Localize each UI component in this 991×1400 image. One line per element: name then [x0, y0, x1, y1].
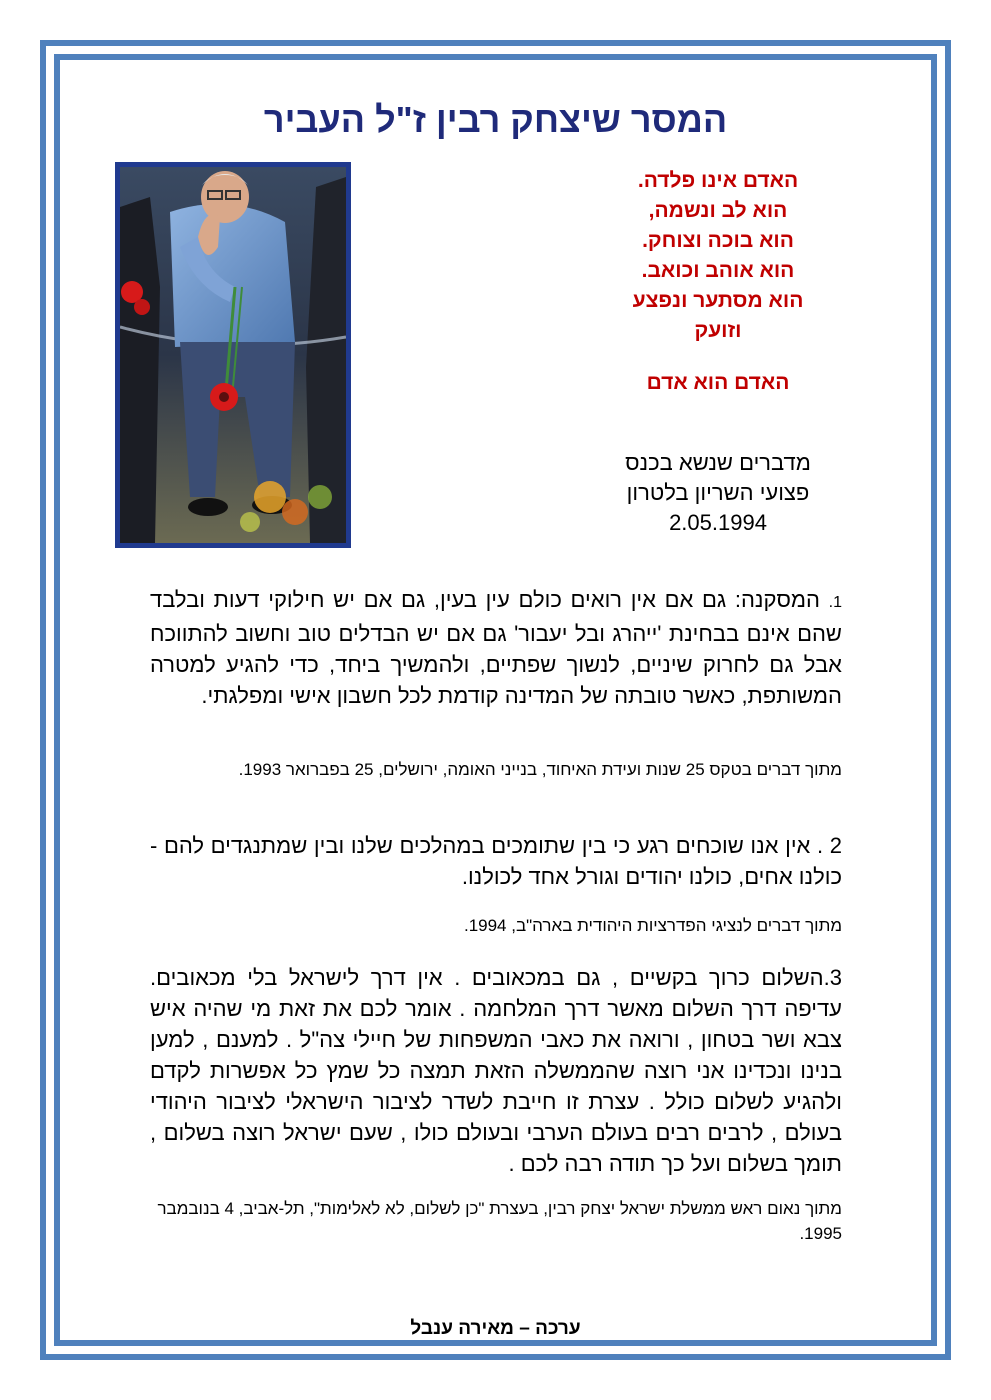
- poem-line: הוא בוכה וצוחק.: [642, 229, 794, 252]
- poem-line: הוא לב ונשמה,: [648, 199, 788, 222]
- poem-line: הוא אוהב וכואב.: [641, 259, 795, 282]
- quote-number: 2 .: [817, 833, 842, 858]
- poem-line: הוא מסתער ונפצע: [632, 289, 804, 312]
- footer-credit: ערכה – מאירה ענבל: [410, 1318, 581, 1339]
- photo-illustration: [120, 167, 346, 543]
- poem: [538, 166, 898, 398]
- quote-2: [150, 830, 842, 892]
- source-line-2: פצועי השריון בלטרון: [626, 480, 810, 505]
- poem-line: וזועק: [694, 319, 742, 342]
- source-line-1: מדברים שנשא בכנס: [625, 450, 811, 475]
- page-title: המסר שיצחק רבין ז"ל העביר: [263, 99, 728, 140]
- source-date: 2.05.1994: [669, 510, 767, 535]
- quote-1: [150, 584, 842, 711]
- poem-closing: האדם הוא אדם: [646, 371, 790, 394]
- citation-2: מתוך דברים לנציגי הפדרציות היהודית בארה"ב, 1994.: [463, 916, 842, 935]
- quote-number: 3.: [823, 965, 842, 990]
- poem-line: האדם אינו פלדה.: [637, 169, 799, 192]
- citation-3: מתוך נאום ראש ממשלת ישראל יצחק רבין, בעצרת "כן לשלום, לא לאלימות", תל-אביב, 4 בנובמבר 1995.: [157, 1199, 842, 1243]
- quote-text: המסקנה: גם אם אין רואים כולם עין בעין, גם אם יש חילוקי דעות ובלבד שהם אינם בבחינת 'ייהרג ובל יעבור' גם אם יש הבדלים טוב וחשוב להתווכח אבל גם לחרוק שיניים, לנשוך שפתיים, ולהמשיך ביחד, כדי להגיע למטרה המשותפת, כאשר טובתה של המדינה קודמת לכל חשבון אישי ומפלגתי.: [150, 587, 842, 708]
- quote-number: 1.: [828, 594, 842, 611]
- poem-source: [558, 448, 878, 538]
- rabin-photo: [115, 162, 351, 548]
- quote-text: אין אנו שוכחים רגע כי בין שתומכים במהלכים שלנו ובין שמתנגדים להם - כולנו אחים, כולנו יהודים וגורל אחד לכולנו.: [150, 833, 842, 889]
- citation-1: מתוך דברים בטקס 25 שנות ועידת האיחוד, בנייני האומה, ירושלים, 25 בפברואר 1993.: [238, 760, 842, 779]
- quote-text: השלום כרוך בקשיים , גם במכאובים . אין דרך לישראל בלי מכאובים. עדיפה דרך השלום מאשר דרך המלחמה . אומר לכם את זאת מי שהיה איש צבא ושר בטחון , ורואה את כאבי המשפחות של חיילי צה"ל . למענם , למען בנינו ונכדינו אני רוצה שהממשלה הזאת תמצה כל שמץ כל אפשרות לקדם ולהגיע לשלום כולל . עצרת זו חייבת לשדר לציבור הישראלי לציבור היהודי בעולם , לרבים רבים בעולם הערבי ובעולם כולו , שעם ישראל רוצה בשלום , תומך בשלום ועל כך תודה רבה לכם .: [150, 965, 842, 1176]
- quote-3: [150, 962, 842, 1179]
